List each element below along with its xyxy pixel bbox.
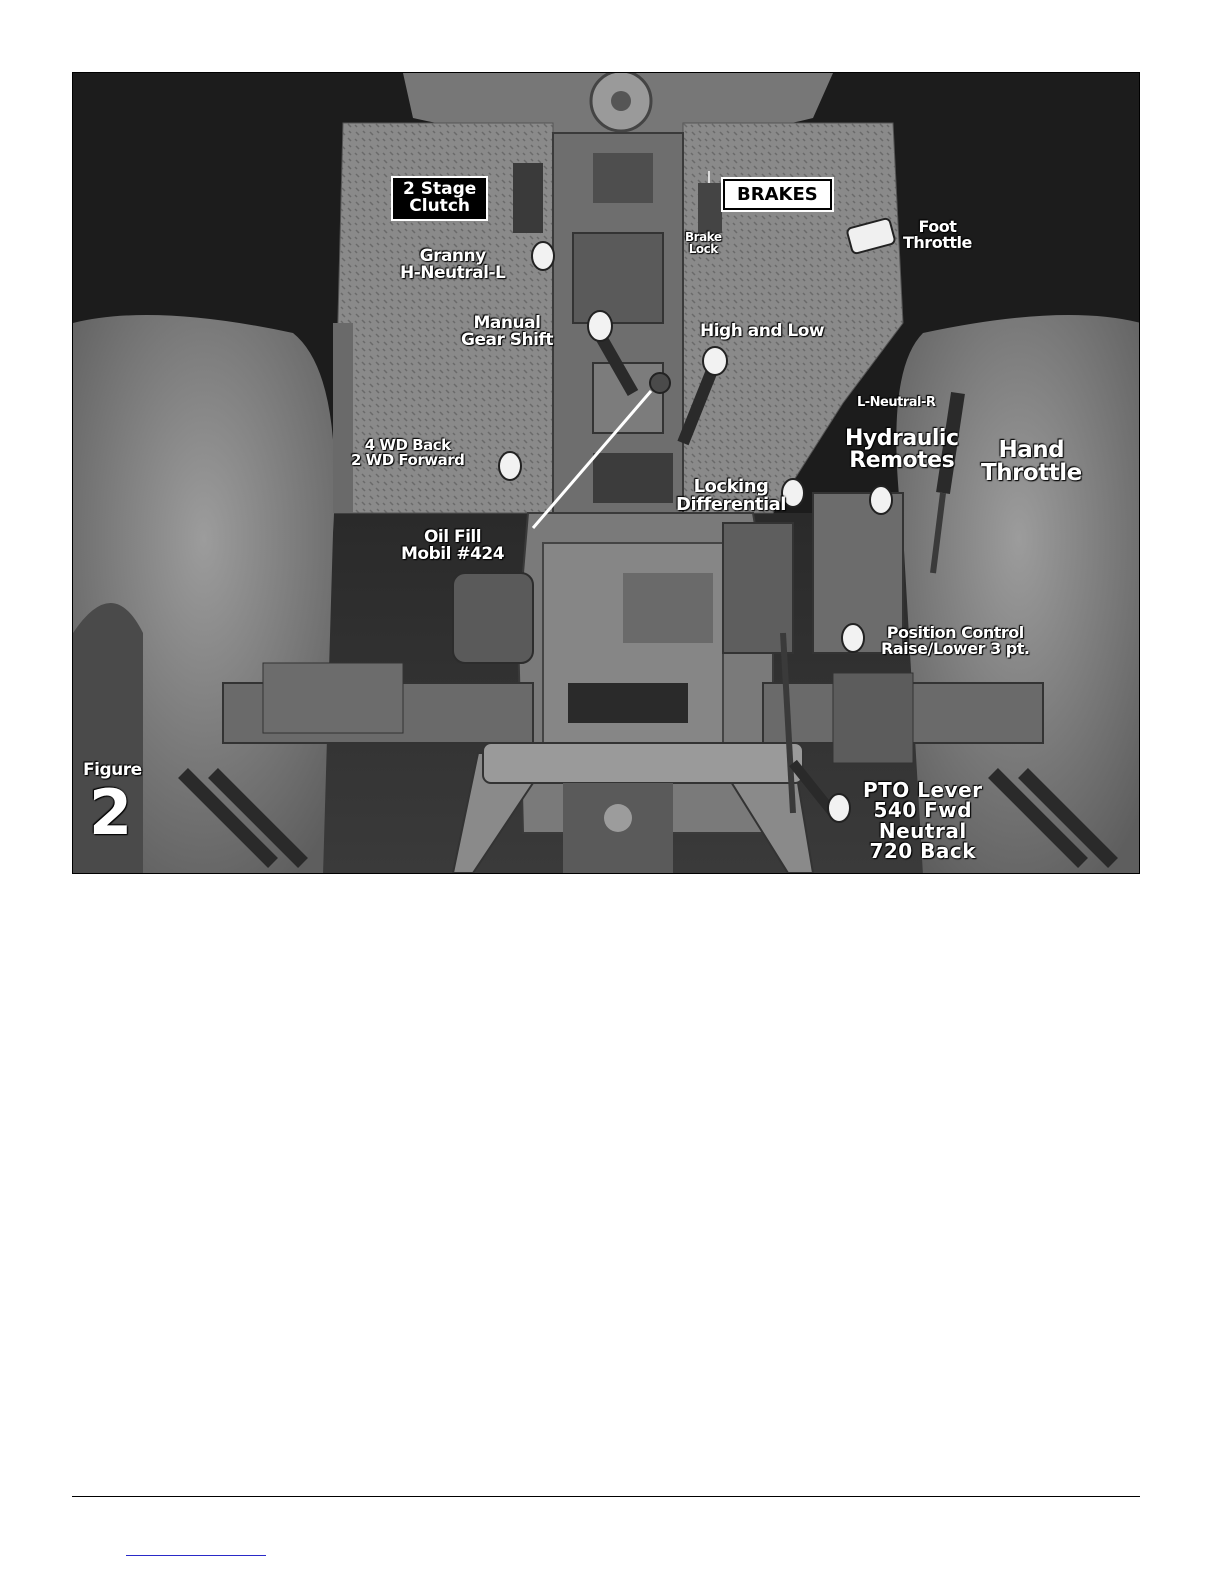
clutch-label-line-1: 2 Stage <box>403 179 477 199</box>
position-control-label <box>881 625 1029 658</box>
pto-lever-line-2: 540 Fwd <box>873 798 973 823</box>
locking-differential-line-2: Differential <box>676 494 786 516</box>
hand-throttle-label <box>981 439 1082 486</box>
brake-lock-label <box>685 231 721 255</box>
high-low-label: High and Low <box>700 321 825 341</box>
pto-lever-line-4: 720 Back <box>869 839 977 864</box>
hand-throttle-line-1: Hand <box>998 437 1065 463</box>
granny-line-2: H-Neutral-L <box>400 263 506 284</box>
granny-label <box>400 248 505 283</box>
locking-differential-label <box>676 478 786 515</box>
four-wd-line-2: 2 WD Forward <box>351 451 465 470</box>
l-neutral-r-label: L-Neutral-R <box>857 395 936 410</box>
clutch-label <box>391 176 488 221</box>
tractor-controls-photo <box>72 72 1140 874</box>
hydraulic-remotes-label <box>845 428 958 473</box>
clutch-label-line-2: Clutch <box>409 196 470 216</box>
footer-rule <box>72 1496 1140 1497</box>
hydraulic-remotes-line-1: Hydraulic <box>845 426 959 451</box>
manual-gear-shift-line-1: Manual <box>473 313 541 333</box>
pto-lever-label <box>863 780 983 862</box>
hand-throttle-line-2: Throttle <box>981 460 1082 487</box>
manual-gear-shift-label <box>461 315 553 350</box>
position-control-line-2: Raise/Lower 3 pt. <box>881 639 1030 659</box>
four-wd-line-1: 4 WD Back <box>364 436 451 454</box>
foot-throttle-label <box>903 219 972 252</box>
foot-throttle-line-1: Foot <box>918 217 957 236</box>
oil-fill-line-1: Oil Fill <box>423 527 482 547</box>
hydraulic-remotes-line-2: Remotes <box>849 448 955 474</box>
footer-link-underline[interactable] <box>126 1555 266 1556</box>
tractor-scene-illustration <box>73 73 1140 874</box>
figure-number: 2 <box>89 776 133 849</box>
locking-differential-line-1: Locking <box>693 476 769 497</box>
figure-word: Figure <box>83 760 142 780</box>
oil-fill-line-2: Mobil #424 <box>401 544 505 565</box>
four-wd-label <box>351 438 464 469</box>
oil-fill-label <box>401 529 504 564</box>
manual-gear-shift-line-2: Gear Shift <box>461 330 553 351</box>
pto-lever-line-3: Neutral <box>878 818 967 843</box>
brake-lock-line-1: Brake <box>685 230 722 244</box>
granny-line-1: Granny <box>419 246 486 266</box>
pto-lever-line-1: PTO Lever <box>863 778 983 802</box>
foot-throttle-line-2: Throttle <box>903 233 972 253</box>
brakes-label: BRAKES <box>723 179 832 210</box>
position-control-line-1: Position Control <box>886 623 1024 642</box>
brake-lock-line-2: Lock <box>688 242 718 257</box>
